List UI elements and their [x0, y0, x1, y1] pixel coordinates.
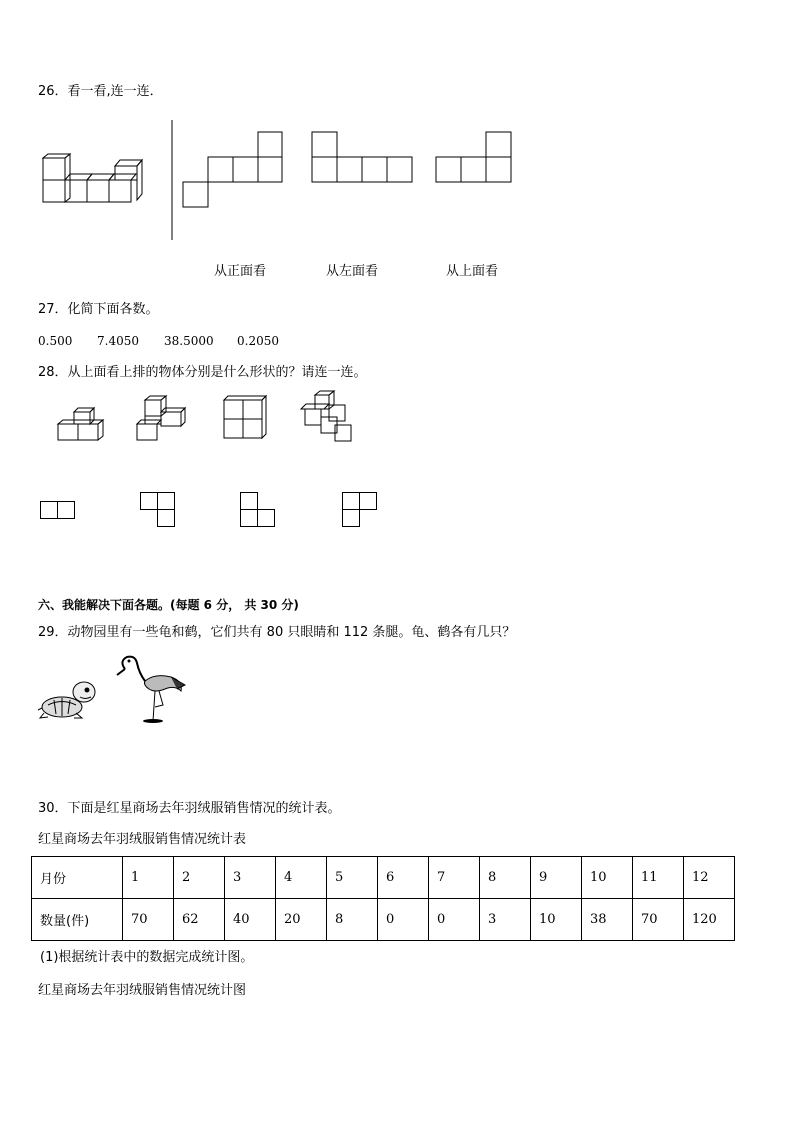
- view-label-top: 从上面看: [446, 264, 499, 279]
- table-row-months: [32, 857, 735, 899]
- q30-title: 30．下面是红星商场去年羽绒服销售情况的统计表。: [38, 801, 341, 816]
- month-cell: 3: [225, 857, 276, 899]
- quantity-cell: 3: [480, 899, 531, 941]
- month-cell: 11: [633, 857, 684, 899]
- view-label-front: 从正面看: [214, 264, 267, 279]
- q26-view-option-2: [312, 132, 414, 184]
- q26-title: 26．看一看,连一连．: [38, 84, 163, 99]
- quantity-cell: 70: [123, 899, 174, 941]
- q27-number: 0.2050: [237, 334, 279, 348]
- turtle-icon: [38, 680, 100, 724]
- month-cell: 6: [378, 857, 429, 899]
- q26-view-option-1: [183, 132, 283, 209]
- month-cell: 1: [123, 857, 174, 899]
- quantity-cell: 70: [633, 899, 684, 941]
- quantity-cell: 8: [327, 899, 378, 941]
- quantity-cell: 120: [684, 899, 735, 941]
- month-cell: 7: [429, 857, 480, 899]
- q29-title: 29．动物园里有一些龟和鹤，它们共有 80 只眼睛和 112 条腿。龟、鹤各有几只？: [38, 625, 516, 640]
- q27-title: 27．化简下面各数。: [38, 302, 159, 317]
- q27-number: 0.500: [38, 334, 73, 348]
- q28-top-view-option-4: [342, 492, 378, 528]
- q28-cube-object-2: [137, 396, 187, 444]
- quantity-cell: 38: [582, 899, 633, 941]
- quantity-cell: 20: [276, 899, 327, 941]
- q27-number: 7.4050: [97, 334, 139, 348]
- month-cell: 4: [276, 857, 327, 899]
- q26-view-option-3: [436, 132, 513, 184]
- q26-divider-line: [170, 120, 174, 242]
- quantity-cell: 62: [174, 899, 225, 941]
- q28-top-view-option-3: [240, 492, 276, 528]
- crane-icon: [115, 655, 187, 725]
- q28-top-view-option-2: [140, 492, 176, 528]
- q26-3d-cube-figure: [40, 154, 155, 210]
- section-6-heading: 六、我能解决下面各题。(每题 6 分， 共 30 分): [38, 598, 299, 612]
- q28-cube-object-4: [301, 391, 353, 443]
- quantity-cell: 40: [225, 899, 276, 941]
- table-row-quantities: [32, 899, 735, 941]
- q30-table-title: 红星商场去年羽绒服销售情况统计表: [38, 832, 247, 847]
- q28-cube-object-1: [58, 408, 104, 444]
- view-label-left: 从左面看: [326, 264, 379, 279]
- row-header: 数量(件): [32, 899, 123, 941]
- q28-cube-object-3: [222, 396, 268, 444]
- month-cell: 2: [174, 857, 225, 899]
- quantity-cell: 10: [531, 899, 582, 941]
- q30-stats-table: [31, 856, 735, 941]
- month-cell: 9: [531, 857, 582, 899]
- month-cell: 12: [684, 857, 735, 899]
- q28-top-view-option-1: [40, 501, 76, 521]
- q30-sub-question-1: (1)根据统计表中的数据完成统计图。: [40, 950, 254, 965]
- row-header: 月份: [32, 857, 123, 899]
- month-cell: 10: [582, 857, 633, 899]
- month-cell: 8: [480, 857, 531, 899]
- quantity-cell: 0: [378, 899, 429, 941]
- q30-chart-title: 红星商场去年羽绒服销售情况统计图: [38, 983, 247, 998]
- quantity-cell: 0: [429, 899, 480, 941]
- q27-number: 38.5000: [164, 334, 214, 348]
- q28-title: 28．从上面看上排的物体分别是什么形状的？请连一连。: [38, 365, 367, 380]
- month-cell: 5: [327, 857, 378, 899]
